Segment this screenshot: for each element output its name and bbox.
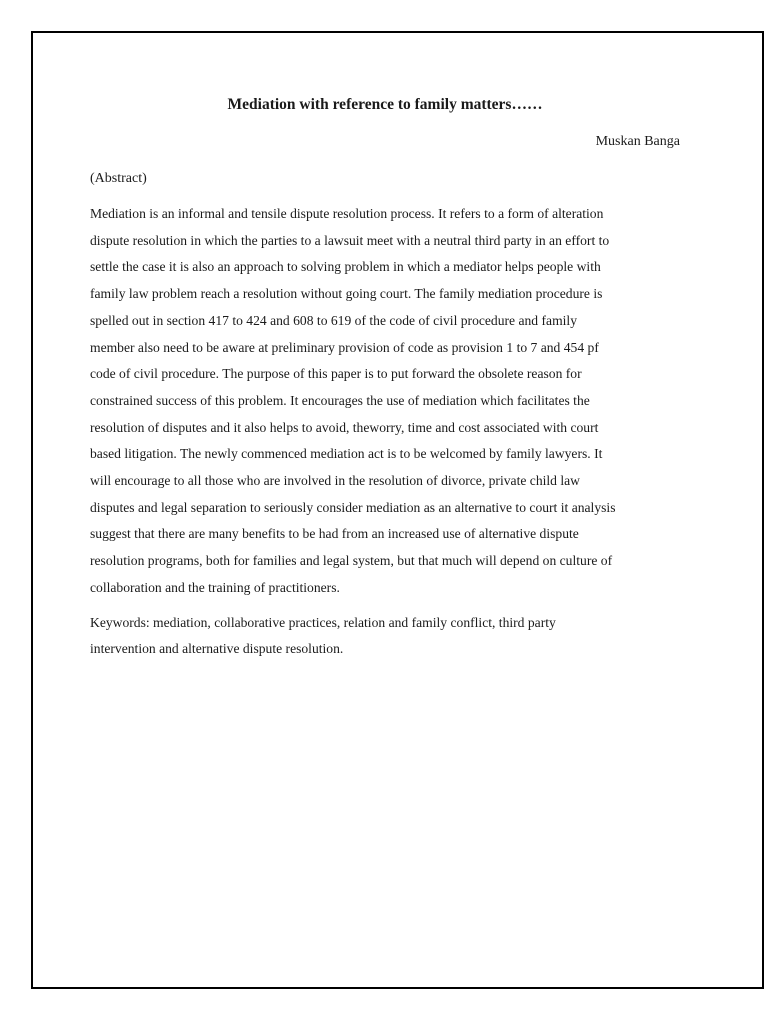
abstract-line: based litigation. The newly commenced mediation act is to be welcomed by family lawyers. It	[90, 446, 603, 462]
abstract-line: dispute resolution in which the parties to a lawsuit meet with a neutral third party in an effort to	[90, 232, 610, 248]
author-name: Muskan Banga	[595, 134, 680, 149]
abstract-line: spelled out in section 417 to 424 and 608 to 619 of the code of civil procedure and family	[90, 312, 577, 328]
abstract-line: family law problem reach a resolution without going court. The family mediation procedure is	[90, 286, 603, 302]
document-body	[90, 92, 680, 663]
abstract-line: resolution programs, both for families and legal system, but that much will depend on culture of	[90, 553, 613, 569]
abstract-line: resolution of disputes and it also helps to avoid, theworry, time and cost associated with court	[90, 419, 599, 435]
document-title: Mediation with reference to family matters……	[227, 96, 543, 113]
abstract-line: code of civil procedure. The purpose of this paper is to put forward the obsolete reason for	[90, 366, 582, 382]
abstract-line: collaboration and the training of practitioners.	[90, 579, 340, 595]
abstract-line: disputes and legal separation to seriously consider mediation as an alternative to court it analysis	[90, 499, 616, 515]
abstract-heading: (Abstract)	[90, 171, 147, 186]
abstract-line: Mediation is an informal and tensile dispute resolution process. It refers to a form of alteration	[90, 206, 604, 221]
keywords-paragraph	[90, 610, 680, 663]
abstract-line: will encourage to all those who are involved in the resolution of divorce, private child law	[90, 473, 580, 489]
keywords-line: intervention and alternative dispute resolution.	[90, 641, 344, 657]
abstract-line: member also need to be aware at preliminary provision of code as provision 1 to 7 and 454 pf	[90, 339, 599, 355]
abstract-line: settle the case it is also an approach to solving problem in which a mediator helps people with	[90, 259, 601, 275]
abstract-line: suggest that there are many benefits to be had from an increased use of alternative dispute	[90, 526, 579, 542]
keywords-line: Keywords: mediation, collaborative practices, relation and family conflict, third party	[90, 614, 556, 630]
abstract-paragraph	[90, 201, 680, 602]
abstract-line: constrained success of this problem. It encourages the use of mediation which facilitates the	[90, 392, 590, 408]
